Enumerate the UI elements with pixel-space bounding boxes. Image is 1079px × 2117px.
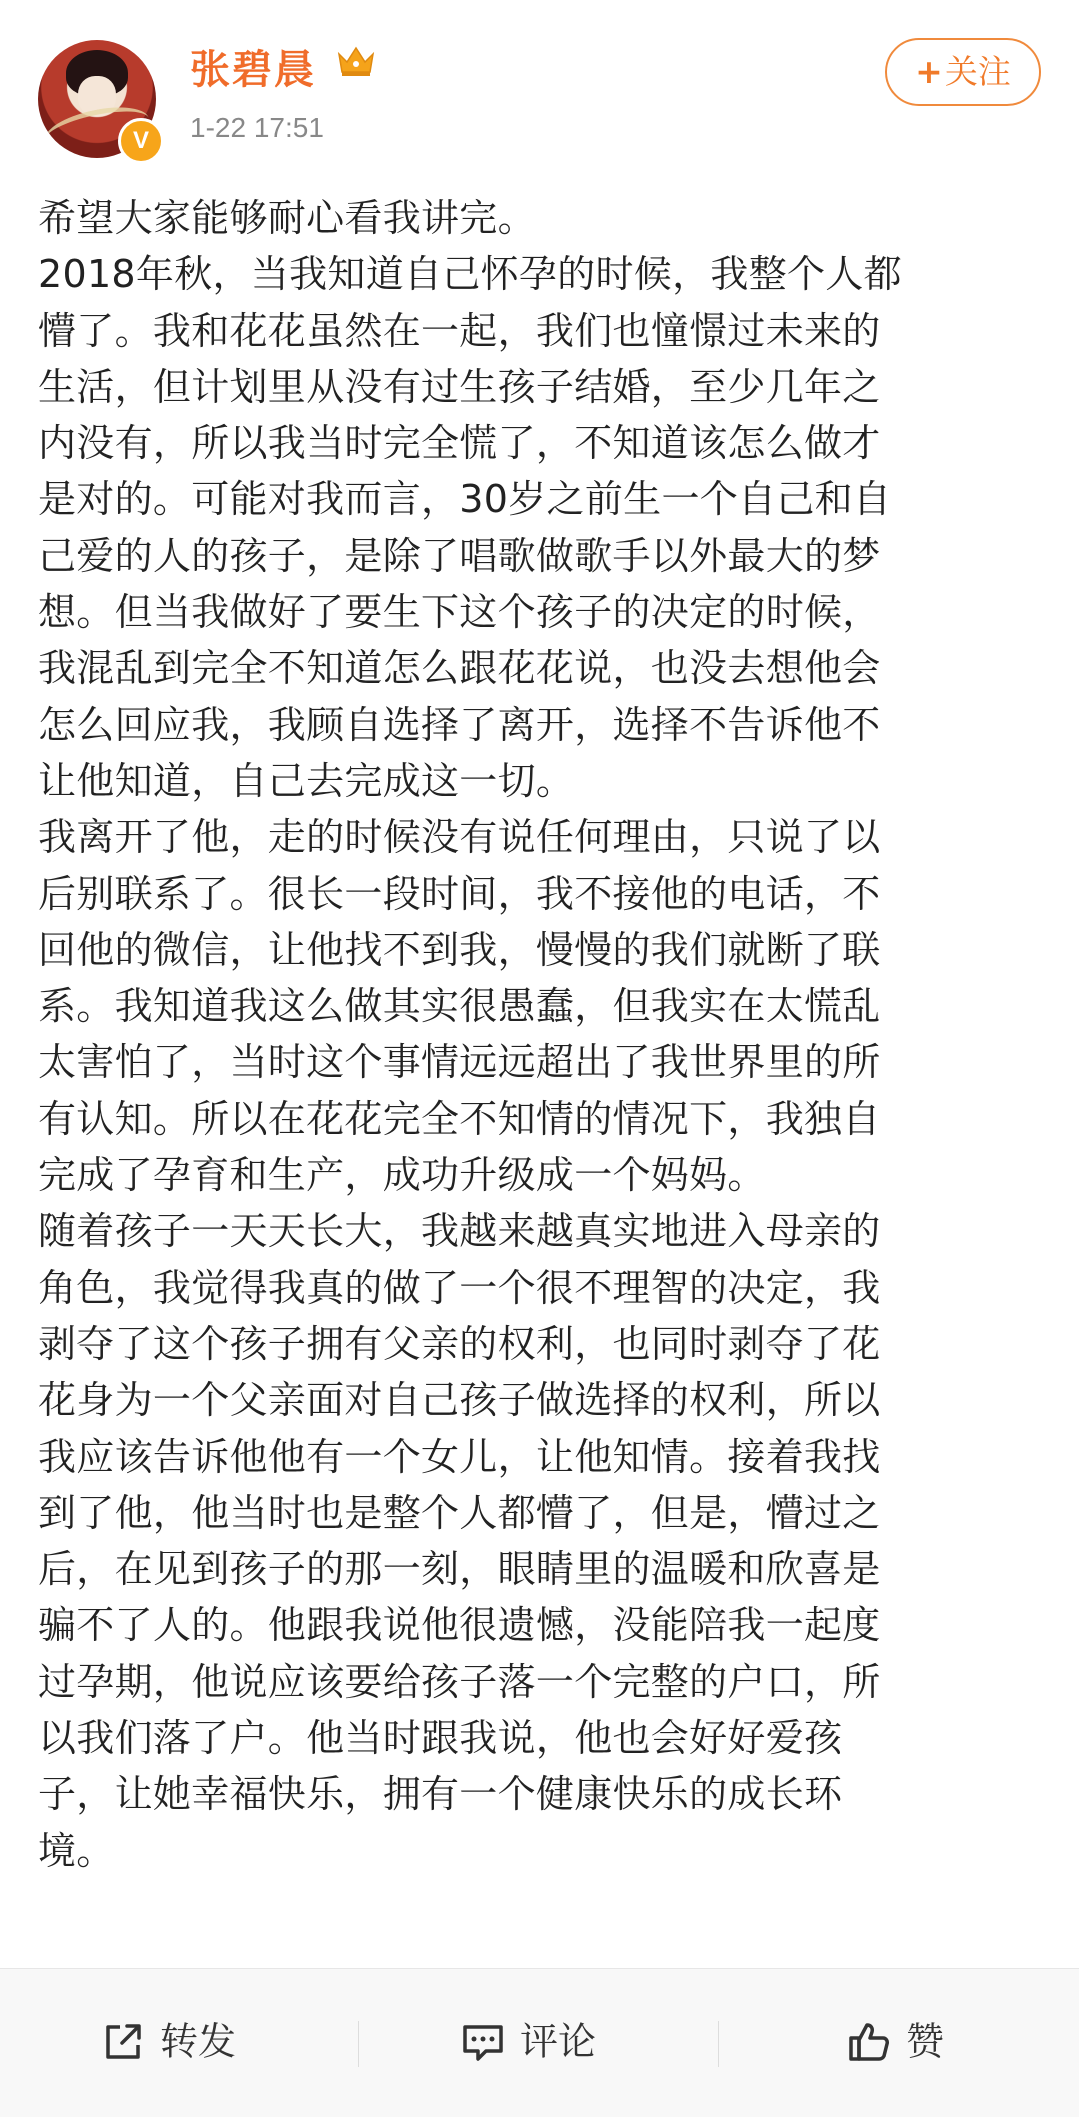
post-timestamp: 1-22 17:51	[190, 112, 324, 143]
post-line: 想。但当我做好了要生下这个孩子的决定的时候，	[38, 590, 881, 635]
post-line: 太害怕了，当时这个事情远远超出了我世界里的所	[38, 1040, 881, 1085]
post-line: 懵了。我和花花虽然在一起，我们也憧憬过未来的	[38, 308, 881, 353]
post-line: 随着孩子一天天长大，我越来越真实地进入母亲的	[38, 1209, 881, 1254]
action-divider	[718, 2021, 719, 2067]
action-bar	[0, 1968, 1079, 2117]
post-line: 回他的微信，让他找不到我，慢慢的我们就断了联	[38, 927, 881, 972]
post-line: 骗不了人的。他跟我说他很遗憾，没能陪我一起度	[38, 1603, 881, 1648]
comment-icon	[460, 2019, 506, 2065]
like-label: 赞	[906, 2019, 945, 2064]
follow-button[interactable]	[885, 38, 1041, 106]
post-line: 后别联系了。很长一段时间，我不接他的电话，不	[38, 871, 881, 916]
post-line: 让他知道，自己去完成这一切。	[38, 758, 575, 803]
post-line: 生活，但计划里从没有过生孩子结婚，至少几年之	[38, 364, 881, 409]
verified-badge-icon: V	[118, 118, 164, 164]
post-line: 完成了孕育和生产，成功升级成一个妈妈。	[38, 1153, 766, 1198]
comment-label: 评论	[520, 2019, 597, 2064]
action-divider	[358, 2021, 359, 2067]
share-button[interactable]	[100, 2009, 236, 2069]
comment-button[interactable]	[460, 2009, 596, 2069]
post-line: 希望大家能够耐心看我讲完。	[38, 196, 536, 240]
post-line: 到了他，他当时也是整个人都懵了，但是，懵过之	[38, 1490, 881, 1535]
post-line: 境。	[38, 1828, 115, 1873]
post-line: 我离开了他，走的时候没有说任何理由，只说了以	[38, 815, 881, 860]
username[interactable]: 张碧晨	[190, 47, 316, 93]
post-line: 内没有，所以我当时完全慌了，不知道该怎么做才	[38, 421, 881, 466]
post-line: 后，在见到孩子的那一刻，眼睛里的温暖和欣喜是	[38, 1547, 881, 1592]
like-button[interactable]	[846, 2009, 944, 2069]
post-line: 怎么回应我，我顾自选择了离开，选择不告诉他不	[38, 702, 881, 747]
post-line: 角色，我觉得我真的做了一个很不理智的决定，我	[38, 1265, 881, 1310]
share-icon	[100, 2019, 146, 2065]
post-line: 我混乱到完全不知道怎么跟花花说，也没去想他会	[38, 646, 881, 691]
plus-icon: +	[915, 52, 943, 91]
share-label: 转发	[160, 2019, 237, 2064]
post-body	[38, 190, 1050, 1879]
post-line: 过孕期，他说应该要给孩子落一个完整的户口，所	[38, 1659, 881, 1704]
post-line: 子，让她幸福快乐，拥有一个健康快乐的成长环	[38, 1772, 843, 1817]
post-line: 有认知。所以在花花完全不知情的情况下，我独自	[38, 1096, 881, 1141]
post-line: 系。我知道我这么做其实很愚蠢，但我实在太慌乱	[38, 984, 881, 1029]
post-line: 己爱的人的孩子，是除了唱歌做歌手以外最大的梦	[38, 533, 881, 578]
post-line: 我应该告诉他他有一个女儿，让他知情。接着我找	[38, 1434, 881, 1479]
crown-icon	[336, 44, 376, 78]
thumbs-up-icon	[846, 2019, 892, 2065]
post-header	[0, 0, 1079, 170]
post-line: 是对的。可能对我而言，30岁之前生一个自己和自	[38, 477, 892, 522]
post-line: 剥夺了这个孩子拥有父亲的权利，也同时剥夺了花	[38, 1321, 881, 1366]
follow-label: 关注	[944, 52, 1011, 91]
post-line: 2018年秋，当我知道自己怀孕的时候，我整个人都	[38, 252, 902, 297]
post-line: 花身为一个父亲面对自己孩子做选择的权利，所以	[38, 1378, 881, 1423]
post-line: 以我们落了户。他当时跟我说，他也会好好爱孩	[38, 1716, 843, 1761]
